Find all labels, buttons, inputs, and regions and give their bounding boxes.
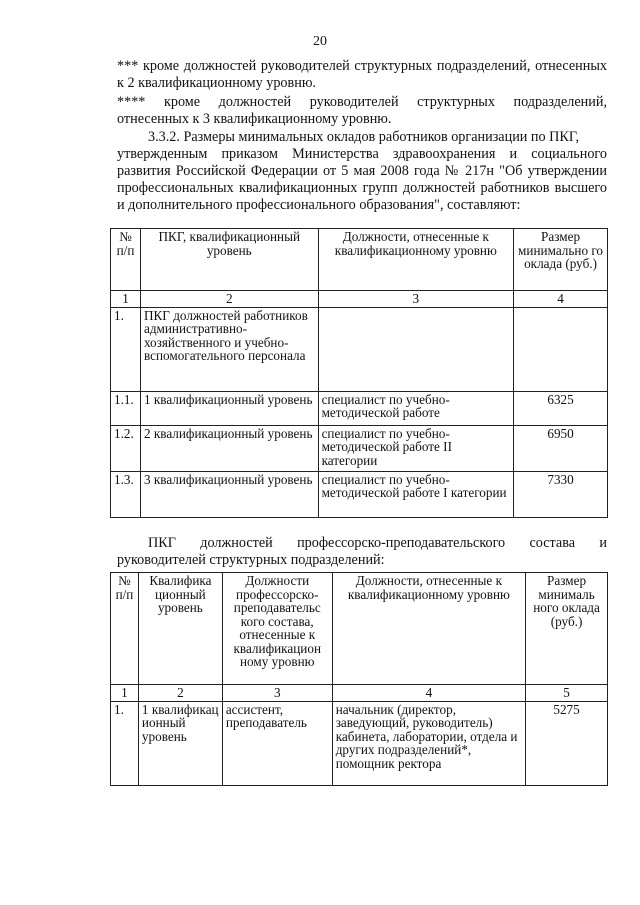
row-level: 1 квалификац ионный уровень (138, 701, 222, 785)
footnote-1: *** кроме должностей руководителей структурных подразделений, отнесенных к 2 квалификационному уровню. (117, 58, 607, 91)
table1-header-posts: Должности, отнесенные к квалификационному уровню (318, 229, 514, 291)
row-salary: 7330 (514, 471, 608, 517)
table2-header-num: № п/п (111, 573, 139, 685)
table-row (111, 391, 608, 425)
table-row (111, 701, 608, 785)
row-posts: начальник (директор, заведующий, руководитель) кабинета, лаборатории, отдела и других подразделений*, помощник ректора (332, 701, 525, 785)
row-number: 1.3. (111, 471, 141, 517)
row-level: 1 квалификационный уровень (140, 391, 318, 425)
row-posts: специалист по учебно-методической работе (318, 391, 514, 425)
row-pps: ассистент, преподаватель (222, 701, 332, 785)
row-salary: 6325 (514, 391, 608, 425)
row-salary (514, 307, 608, 391)
table2-intro-line1: ПКГ должностей профессорско-преподавательского состава и (148, 535, 607, 551)
table2-colnum: 4 (332, 685, 525, 702)
row-posts: специалист по учебно-методической работе II категории (318, 425, 514, 471)
table2-colnum: 3 (222, 685, 332, 702)
footnote-2: **** кроме должностей руководителей структурных подразделений, отнесенных к 3 квалификационному уровню. (117, 94, 607, 127)
row-level: ПКГ должностей работников административно-хозяйственного и учебно-вспомогательного персонала (140, 307, 318, 391)
table1-colnum: 3 (318, 291, 514, 308)
row-number: 1. (111, 701, 139, 785)
row-salary: 6950 (514, 425, 608, 471)
row-number: 1.1. (111, 391, 141, 425)
table2-colnum: 1 (111, 685, 139, 702)
row-number: 1. (111, 307, 141, 391)
table2-header-posts: Должности, отнесенные к квалификационному уровню (332, 573, 525, 685)
table-pkg-teaching (110, 572, 608, 786)
table-row (111, 471, 608, 517)
table2-intro: руководителей структурных подразделений: (117, 552, 385, 568)
row-level: 3 квалификационный уровень (140, 471, 318, 517)
row-posts: специалист по учебно-методической работе I категории (318, 471, 514, 517)
row-level: 2 квалификационный уровень (140, 425, 318, 471)
table1-colnum: 1 (111, 291, 141, 308)
table-row (111, 425, 608, 471)
table2-header-level: Квалифика ционный уровень (138, 573, 222, 685)
row-posts (318, 307, 514, 391)
table2-header-salary: Размер минималь ного оклада (руб.) (526, 573, 608, 685)
section-text: утвержденным приказом Министерства здравоохранения и социального развития Российской Федерации от 5 мая 2008 года № 217н "Об утверждении профессиональных квалификационных групп должностей работников высшего и дополнительного профессионального образования", составляют: (117, 146, 607, 213)
row-number: 1.2. (111, 425, 141, 471)
table2-colnum: 5 (526, 685, 608, 702)
page-number: 20 (313, 34, 327, 49)
table2-header-pps: Должности профессорско-преподавательс кого состава, отнесенные к квалификацион ному уровню (222, 573, 332, 685)
table-pkg-admin (110, 228, 608, 518)
table-row (111, 307, 608, 391)
table1-colnum: 2 (140, 291, 318, 308)
table1-header-num: № п/п (111, 229, 141, 291)
table1-colnum: 4 (514, 291, 608, 308)
table2-colnum: 2 (138, 685, 222, 702)
table1-header-level: ПКГ, квалификационный уровень (140, 229, 318, 291)
table1-header-salary: Размер минимально го оклада (руб.) (514, 229, 608, 291)
section-text-line1: 3.3.2. Размеры минимальных окладов работников организации по ПКГ, (148, 129, 580, 145)
row-salary: 5275 (526, 701, 608, 785)
